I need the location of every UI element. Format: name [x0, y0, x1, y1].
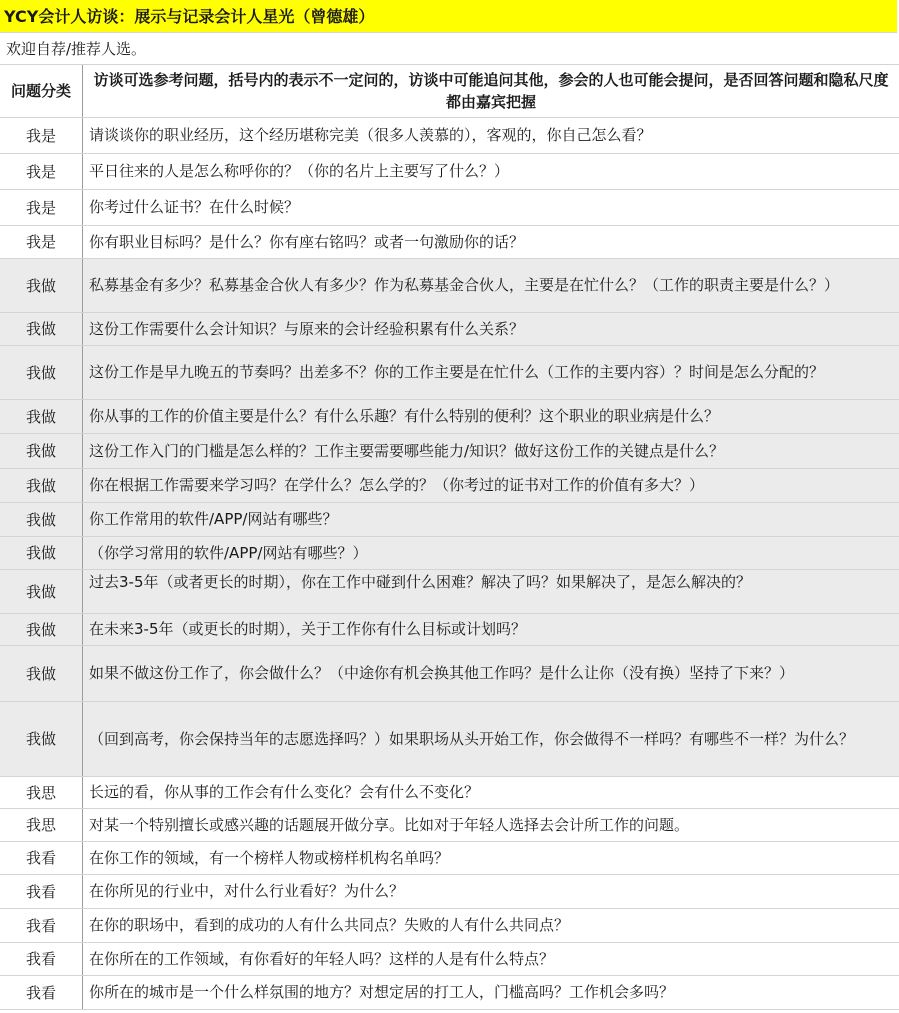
table-row — [0, 468, 899, 502]
interview-question-table — [0, 65, 899, 1010]
table-row — [0, 975, 899, 1009]
category-cell[interactable]: 我做 — [0, 645, 83, 701]
question-cell[interactable]: 你考过什么证书？在什么时候？ — [83, 189, 899, 225]
table-row — [0, 808, 899, 841]
table-row — [0, 701, 899, 776]
question-cell[interactable]: 在你所见的行业中，对什么行业看好？为什么？ — [83, 874, 899, 908]
question-cell[interactable]: 请谈谈你的职业经历，这个经历堪称完美（很多人羡慕的），客观的，你自己怎么看？ — [83, 117, 899, 153]
question-cell[interactable]: 这份工作入门的门槛是怎么样的？工作主要需要哪些能力/知识？做好这份工作的关键点是什么？ — [83, 433, 899, 468]
category-cell[interactable]: 我看 — [0, 942, 83, 975]
table-row — [0, 312, 899, 345]
header-question-cell[interactable]: 访谈可选参考问题，括号内的表示不一定问的，访谈中可能追问其他，参会的人也可能会提问，是否回答问题和隐私尺度都由嘉宾把握 — [83, 65, 899, 117]
question-cell[interactable]: 在你的职场中，看到的成功的人有什么共同点？失败的人有什么共同点？ — [83, 908, 899, 942]
table-row — [0, 908, 899, 942]
table-row — [0, 569, 899, 613]
table-row — [0, 225, 899, 258]
table-row — [0, 942, 899, 975]
table-row — [0, 841, 899, 874]
sheet-subtitle-cell[interactable]: 欢迎自荐/推荐人选。 — [0, 33, 899, 65]
category-cell[interactable]: 我做 — [0, 569, 83, 613]
category-cell[interactable]: 我做 — [0, 312, 83, 345]
question-cell[interactable]: 平日往来的人是怎么称呼你的？（你的名片上主要写了什么？） — [83, 153, 899, 189]
question-cell[interactable]: 你在根据工作需要来学习吗？在学什么？怎么学的？（你考过的证书对工作的价值有多大？） — [83, 468, 899, 502]
table-row — [0, 345, 899, 399]
table-row — [0, 399, 899, 433]
table-row — [0, 536, 899, 569]
category-cell[interactable]: 我做 — [0, 345, 83, 399]
category-cell[interactable]: 我做 — [0, 468, 83, 502]
question-cell[interactable]: 你工作常用的软件/APP/网站有哪些？ — [83, 502, 899, 536]
question-cell[interactable]: 你所在的城市是一个什么样氛围的地方？对想定居的打工人，门槛高吗？工作机会多吗？ — [83, 975, 899, 1009]
table-row — [0, 776, 899, 808]
question-cell[interactable] — [83, 569, 899, 613]
table-row — [0, 613, 899, 645]
table-header-row — [0, 65, 899, 117]
table-row — [0, 153, 899, 189]
question-cell[interactable]: 如果不做这份工作了，你会做什么？（中途你有机会换其他工作吗？是什么让你（没有换）坚持了下来？） — [83, 645, 899, 701]
question-cell[interactable]: （你学习常用的软件/APP/网站有哪些？） — [83, 536, 899, 569]
table-row — [0, 189, 899, 225]
question-cell[interactable]: 对某一个特别擅长或感兴趣的话题展开做分享。比如对于年轻人选择去会计所工作的问题。 — [83, 808, 899, 841]
table-row — [0, 645, 899, 701]
category-cell[interactable]: 我看 — [0, 908, 83, 942]
question-cell[interactable]: 私募基金有多少？私募基金合伙人有多少？作为私募基金合伙人，主要是在忙什么？（工作的职责主要是什么？） — [83, 258, 899, 312]
category-cell[interactable]: 我思 — [0, 776, 83, 808]
category-cell[interactable]: 我做 — [0, 613, 83, 645]
category-cell[interactable]: 我思 — [0, 808, 83, 841]
question-cell[interactable]: 长远的看，你从事的工作会有什么变化？会有什么不变化？ — [83, 776, 899, 808]
category-cell[interactable]: 我做 — [0, 701, 83, 776]
category-cell[interactable]: 我是 — [0, 189, 83, 225]
category-cell[interactable]: 我是 — [0, 153, 83, 189]
question-text: 过去3-5年（或者更长的时期），你在工作中碰到什么困难？解决了吗？如果解决了，是怎么解决的？ — [89, 573, 752, 591]
table-row — [0, 874, 899, 908]
table-row — [0, 502, 899, 536]
question-cell[interactable]: 在你所在的工作领域，有你看好的年轻人吗？这样的人是有什么特点？ — [83, 942, 899, 975]
category-cell[interactable]: 我看 — [0, 975, 83, 1009]
sheet-title-cell[interactable]: YCY会计人访谈：展示与记录会计人星光（曾德雄） — [0, 0, 897, 33]
category-cell[interactable]: 我看 — [0, 874, 83, 908]
category-cell[interactable]: 我做 — [0, 536, 83, 569]
question-cell[interactable]: 在未来3-5年（或更长的时期），关于工作你有什么目标或计划吗？ — [83, 613, 899, 645]
category-cell[interactable]: 我看 — [0, 841, 83, 874]
question-cell[interactable]: 你从事的工作的价值主要是什么？有什么乐趣？有什么特别的便利？这个职业的职业病是什么？ — [83, 399, 899, 433]
category-cell[interactable]: 我做 — [0, 399, 83, 433]
table-row — [0, 117, 899, 153]
category-cell[interactable]: 我是 — [0, 225, 83, 258]
question-cell[interactable]: 这份工作是早九晚五的节奏吗？出差多不？你的工作主要是在忙什么（工作的主要内容）？时间是怎么分配的？ — [83, 345, 899, 399]
question-cell[interactable]: 你有职业目标吗？是什么？你有座右铭吗？或者一句激励你的话？ — [83, 225, 899, 258]
question-cell[interactable]: 这份工作需要什么会计知识？与原来的会计经验积累有什么关系？ — [83, 312, 899, 345]
category-cell[interactable]: 我做 — [0, 258, 83, 312]
question-cell[interactable]: （回到高考，你会保持当年的志愿选择吗？）如果职场从头开始工作，你会做得不一样吗？有哪些不一样？为什么？ — [83, 701, 899, 776]
category-cell[interactable]: 我是 — [0, 117, 83, 153]
question-cell[interactable]: 在你工作的领域，有一个榜样人物或榜样机构名单吗？ — [83, 841, 899, 874]
header-category-cell[interactable]: 问题分类 — [0, 65, 83, 117]
category-cell[interactable]: 我做 — [0, 502, 83, 536]
table-row — [0, 258, 899, 312]
table-row — [0, 433, 899, 468]
category-cell[interactable]: 我做 — [0, 433, 83, 468]
